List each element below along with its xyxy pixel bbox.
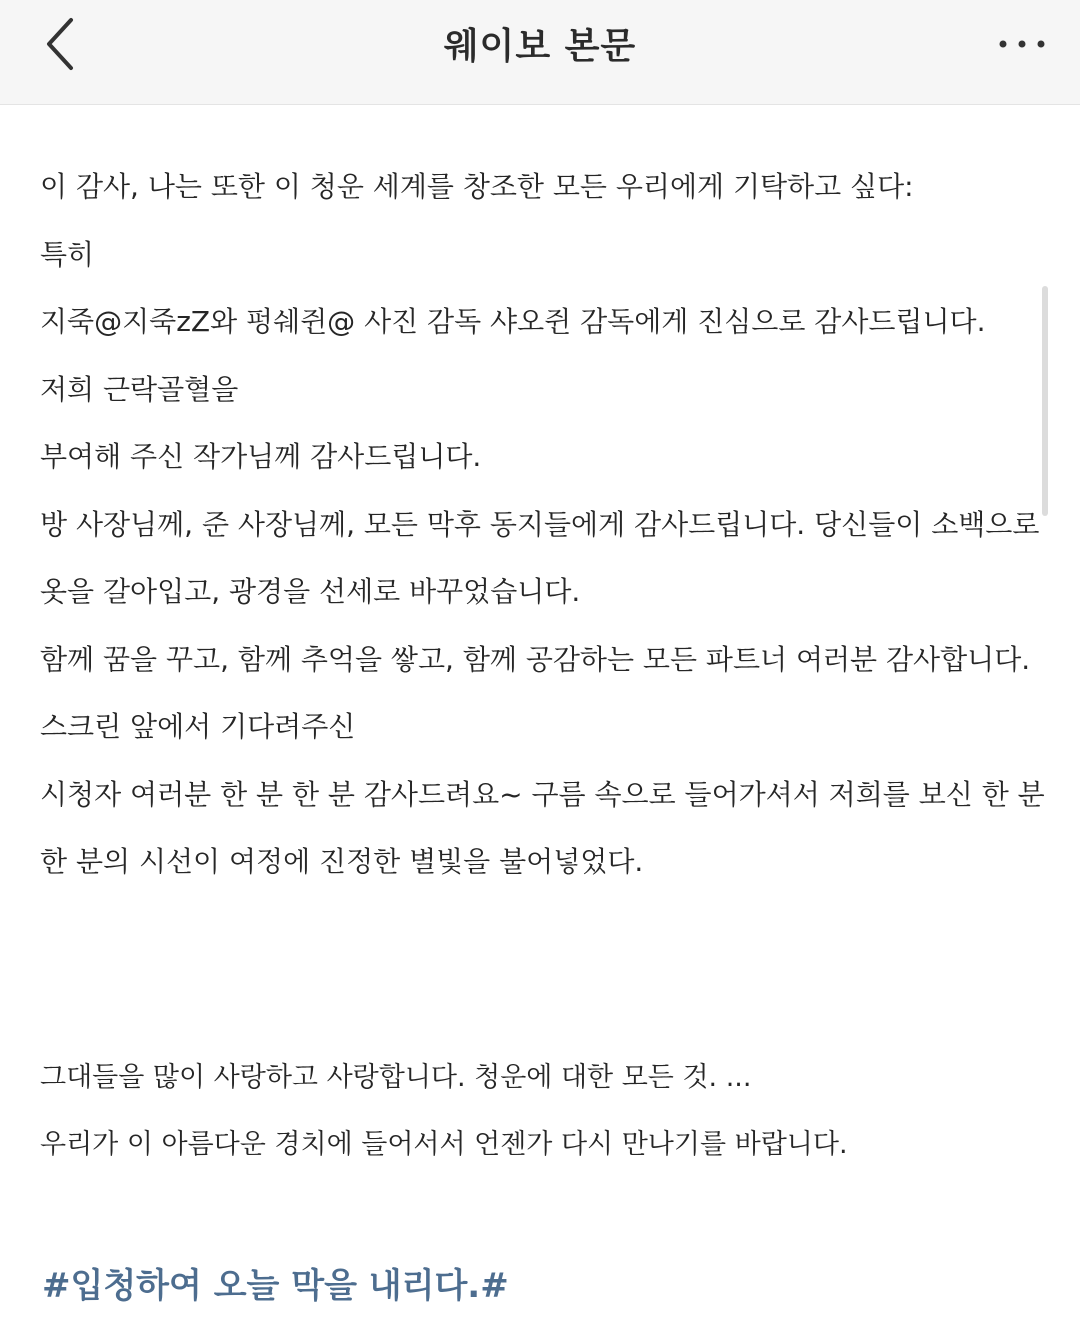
closing-line: 그대들을 많이 사랑하고 사랑합니다. 청운에 대한 모든 것. ... (40, 1061, 752, 1093)
post-line: 함께 꿈을 꾸고, 함께 추억을 쌓고, 함께 공감하는 모든 파트너 여러분 감사합니다. (40, 642, 1031, 676)
post-line: 옷을 갈아입고, 광경을 선세로 바꾸었습니다. (40, 575, 581, 608)
hashtag-link[interactable]: #입청하여 오늘 막을 내리다.# (42, 1266, 509, 1306)
post-line: 특히 (40, 237, 95, 271)
more-button[interactable] (992, 20, 1052, 68)
post-body (40, 170, 1045, 1196)
scrollbar[interactable] (1042, 286, 1048, 516)
more-horizontal-icon (998, 39, 1046, 49)
page-title: 웨이보 본문 (443, 26, 637, 67)
post-line: 방 사장님께, 준 사장님께, 모든 막후 동지들에게 감사드립니다. 당신들이 소백으로 (40, 507, 1040, 541)
spacer (40, 913, 1040, 1061)
post-line: 이 감사, 나는 또한 이 청운 세계를 창조한 모든 우리에게 기탁하고 싶다: (40, 170, 914, 203)
post-line: 스크린 앞에서 기다려주신 (40, 710, 356, 743)
closing-line: 우리가 이 아름다운 경치에 들어서서 언젠가 다시 만나기를 바랍니다. (40, 1129, 848, 1160)
post-line: 지죽@지죽zZ와 펑쉐쥔@ 사진 감독 샤오쥔 감독에게 진심으로 감사드립니다. (40, 305, 986, 338)
post-line: 저희 근락골혈을 (40, 372, 239, 406)
post-line: 시청자 여러분 한 분 한 분 감사드려요~ 구름 속으로 들어가셔서 저희를 보신 한 분 (40, 777, 1045, 811)
post-line: 한 분의 시선이 여정에 진정한 별빛을 불어넣었다. (40, 845, 644, 878)
post-line: 부여해 주신 작가님께 감사드립니다. (40, 440, 482, 473)
top-navigation-bar (0, 0, 1080, 105)
